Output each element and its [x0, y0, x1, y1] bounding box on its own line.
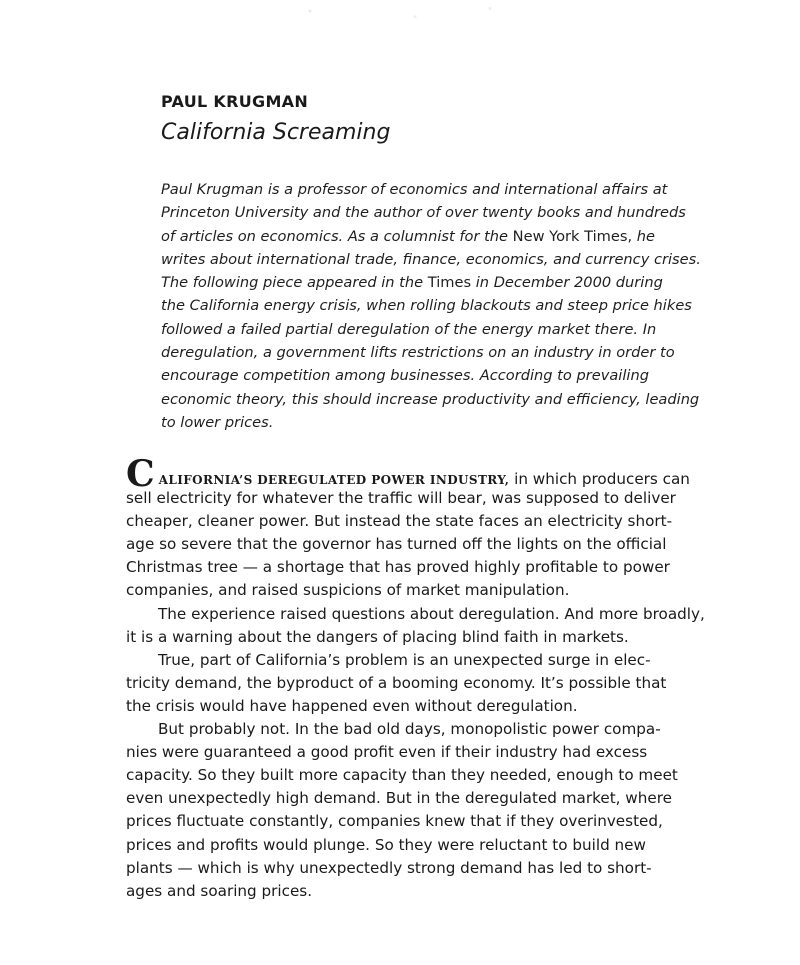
intro-line: economic theory, this should increase productivity and efficiency, leading	[161, 390, 700, 408]
intro-line: the California energy crisis, when rolling blackouts and steep price hikes	[161, 297, 692, 315]
body-line: sell electricity for whatever the traffic will bear, was supposed to deliver	[126, 489, 676, 508]
body-line: even unexpectedly high demand. But in the deregulated market, where	[126, 789, 672, 808]
body-line: companies, and raised suspicions of market manipulation.	[126, 581, 570, 600]
body-line: tricity demand, the byproduct of a booming economy. It’s possible that	[126, 673, 667, 692]
body-line: age so severe that the governor has turned off the lights on the official	[126, 535, 667, 554]
intro-line: followed a failed partial deregulation of the energy market there. In	[161, 320, 657, 338]
author-name: PAUL KRUGMAN	[161, 92, 309, 111]
intro-line: to lower prices.	[161, 413, 274, 431]
lead-in-smallcaps: ALIFORNIA’S DEREGULATED POWER INDUSTRY,	[158, 473, 510, 487]
body-line: it is a warning about the dangers of placing blind faith in markets.	[126, 627, 629, 646]
intro-line: Princeton University and the author of over twenty books and hundreds	[161, 204, 686, 222]
body-line: The experience raised questions about deregulation. And more broadly,	[158, 604, 705, 623]
body-line: capacity. So they built more capacity than they needed, enough to meet	[126, 766, 678, 785]
author-introduction	[161, 178, 721, 434]
essay-title: California Screaming	[161, 120, 391, 145]
body-line: Christmas tree — a shortage that has proved highly profitable to power	[126, 558, 670, 577]
newspaper-name: New York Times,	[512, 227, 633, 245]
body-line: True, part of California’s problem is an unexpected surge in elec-	[158, 650, 651, 669]
scan-specks	[250, 0, 550, 28]
body-line: plants — which is why unexpectedly strong demand has led to short-	[126, 858, 652, 877]
intro-line: Paul Krugman is a professor of economics and international affairs at	[161, 181, 668, 198]
body-line: prices and profits would plunge. So they were reluctant to build new	[126, 835, 646, 854]
drop-cap: C	[126, 453, 155, 495]
intro-line: writes about international trade, finance, economics, and currency crises.	[161, 250, 701, 268]
newspaper-name: Times	[427, 274, 472, 292]
intro-line: of articles on economics. As a columnist for the New York Times, he	[161, 227, 655, 245]
body-line: cheaper, cleaner power. But instead the state faces an electricity short-	[126, 512, 673, 531]
intro-line: encourage competition among businesses. According to prevailing	[161, 367, 649, 385]
intro-line: The following piece appeared in the Times in December 2000 during	[161, 274, 663, 292]
body-line: But probably not. In the bad old days, monopolistic power compa-	[158, 720, 661, 739]
intro-line: deregulation, a government lifts restrictions on an industry in order to	[161, 344, 675, 362]
article-body	[126, 453, 710, 903]
body-line: CALIFORNIA’S DEREGULATED POWER INDUSTRY, in which producers can	[126, 453, 690, 495]
body-line: ages and soaring prices.	[126, 881, 313, 900]
body-line: nies were guaranteed a good profit even if their industry had excess	[126, 743, 648, 762]
body-line: prices fluctuate constantly, companies knew that if they overinvested,	[126, 812, 663, 831]
body-line: the crisis would have happened even without deregulation.	[126, 696, 578, 715]
